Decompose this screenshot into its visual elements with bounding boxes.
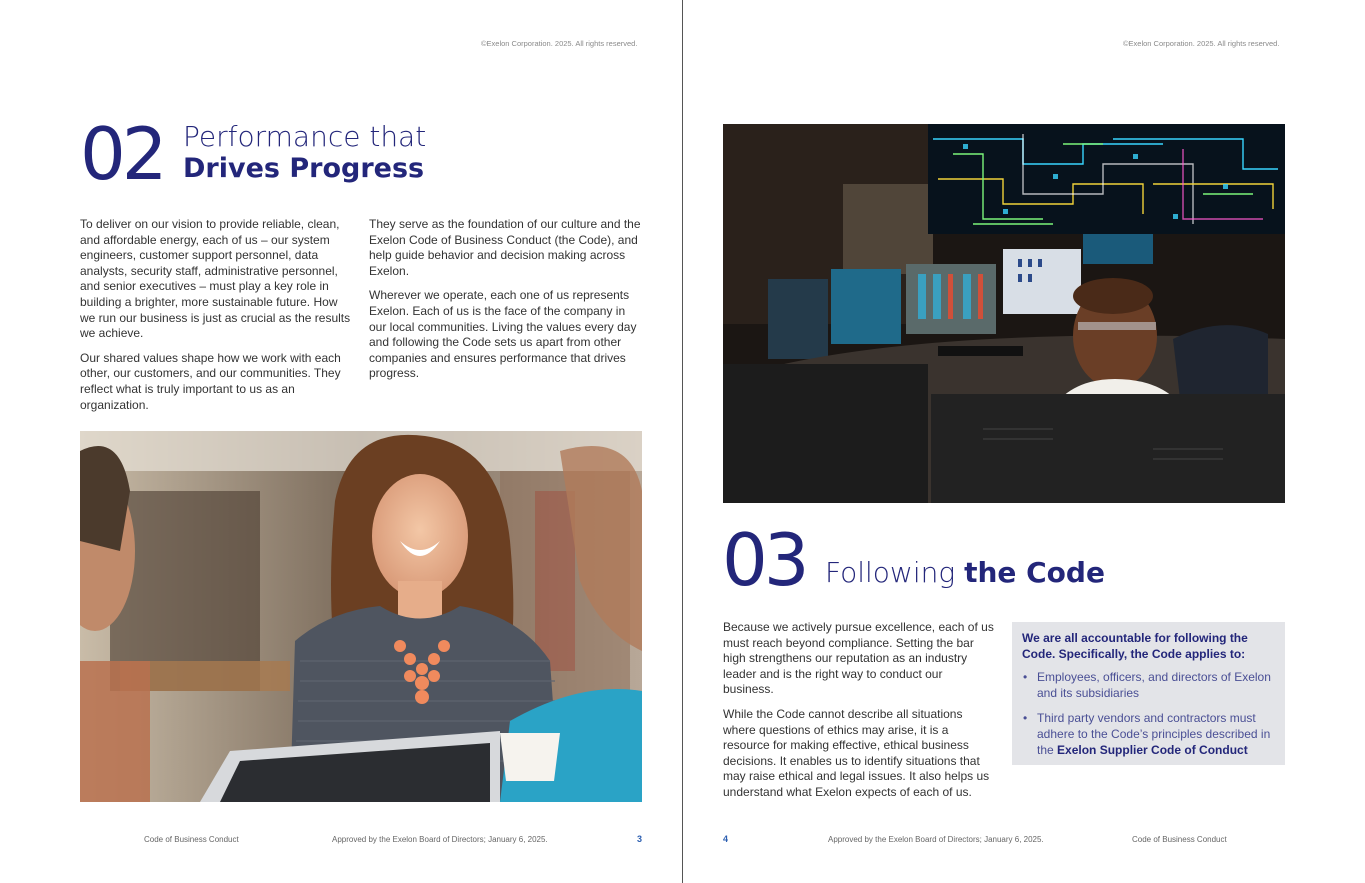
section-title-light: Following (825, 556, 956, 589)
left-text-column-1 (80, 217, 352, 422)
callout-list (1022, 670, 1275, 758)
section-title-bold: the Code (964, 556, 1105, 589)
footer-approval-left: Approved by the Exelon Board of Directors; January 6, 2025. (332, 835, 548, 844)
paragraph: While the Code cannot describe all situations where questions of ethics may arise, it is a resource for making effective, ethical business decisions. It enables us to identify situations that may raise ethical and legal issues. It also helps us understand what Exelon expects of each of us. (723, 706, 990, 799)
bullet-icon: • (1023, 670, 1028, 685)
page-number-right: 4 (723, 834, 729, 844)
copyright-notice-left: ©Exelon Corporation. 2025. All rights reserved. (481, 39, 638, 48)
callout-box-code-applies (1012, 622, 1285, 765)
section-number-03: 03 (722, 518, 806, 602)
callout-list-item-text: Third party vendors and contractors must adhere to the Code’s principles described in the (1037, 711, 1271, 757)
page-number-left: 3 (637, 834, 643, 844)
section-title-light: Performance that (183, 120, 427, 153)
copyright-notice-right: ©Exelon Corporation. 2025. All rights reserved. (1123, 39, 1280, 48)
section-title-following-the-code (825, 556, 1105, 589)
footer-approval-right: Approved by the Exelon Board of Directors; January 6, 2025. (828, 835, 1044, 844)
section-number-02: 02 (80, 112, 164, 196)
footer-doc-title-right: Code of Business Conduct (1132, 835, 1227, 844)
page-divider (682, 0, 683, 883)
paragraph: Our shared values shape how we work with each other, our customers, and our communities. They reflect what is truly important to us as an organization. (80, 350, 341, 412)
paragraph: They serve as the foundation of our culture and the Exelon Code of Business Conduct (the Code), and help guide behavior and decision making across Exelon. (369, 217, 641, 278)
footer-doc-title-left: Code of Business Conduct (144, 835, 239, 844)
photo-woman-smiling (80, 431, 642, 802)
supplier-code-link[interactable]: Exelon Supplier Code of Conduct (1057, 742, 1248, 757)
callout-list-item-text: Employees, officers, and directors of Exelon and its subsidiaries (1037, 670, 1271, 700)
photo-control-room (723, 124, 1285, 503)
section-title-bold: Drives Progress (183, 153, 425, 184)
right-text-column-1 (723, 620, 995, 810)
bullet-icon: • (1023, 711, 1028, 726)
callout-list-item (1022, 711, 1275, 758)
paragraph: Wherever we operate, each one of us represents Exelon. Each of us is the face of the company in our local communities. Living the values every day and following the Code sets us apart from other companies and ensures performance that drives progress. (369, 288, 637, 381)
callout-list-item (1022, 670, 1275, 701)
left-text-column-2 (369, 217, 641, 391)
callout-heading: We are all accountable for following the Code. Specifically, the Code applies to: (1022, 631, 1248, 661)
paragraph: Because we actively pursue excellence, each of us must reach beyond compliance. Setting the bar high strengthens our reputation as an industry leader and is the right way to conduct our business. (723, 620, 994, 697)
paragraph: To deliver on our vision to provide reliable, clean, and affordable energy, each of us – our system engineers, customer support personnel, data analysts, security staff, administrative personnel, and senior executives – must play a key role in building a brighter, more sustainable future. How we run our business is just as crucial as the results we achieve. (80, 217, 351, 341)
